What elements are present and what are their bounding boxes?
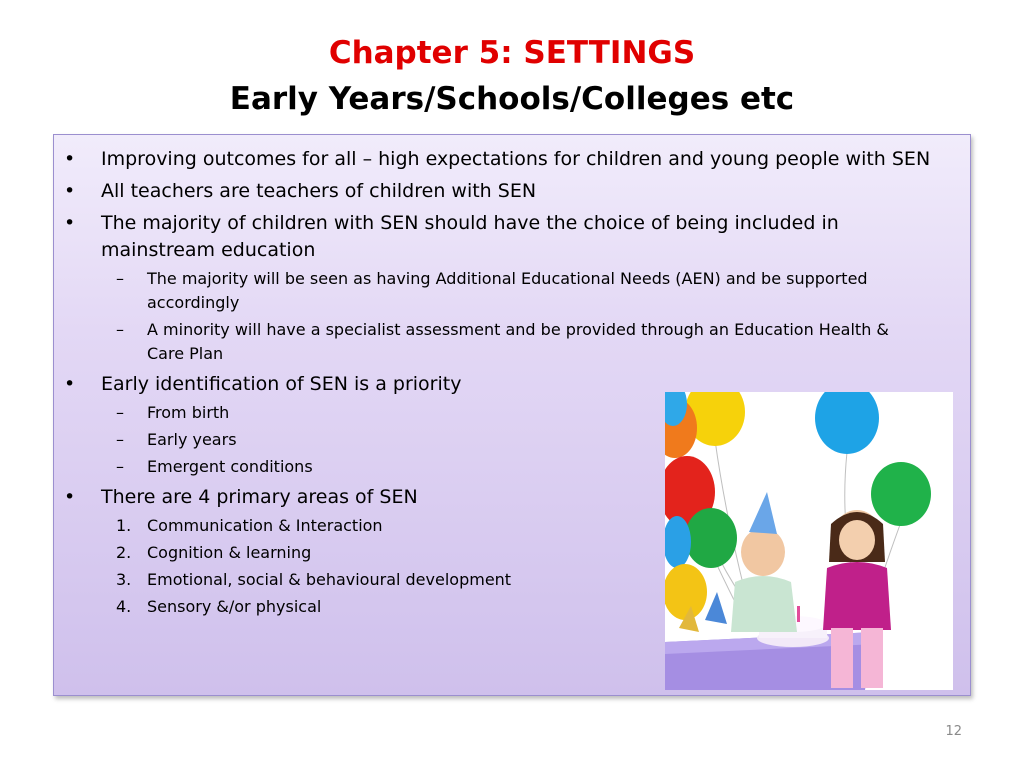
sub-bullet-marker: – (116, 430, 124, 449)
sub-bullet-item (54, 267, 910, 315)
numbered-text: Cognition & learning (147, 543, 312, 562)
sub-bullet-text: A minority will have a specialist assessment and be provided through an Education Health & Care Plan (147, 320, 889, 363)
numbered-text: Emotional, social & behavioural development (147, 570, 512, 589)
bullet-text: Improving outcomes for all – high expectations for children and young people with SEN (101, 148, 931, 170)
bullet-text: There are 4 primary areas of SEN (101, 486, 418, 508)
sub-bullet-item (54, 318, 910, 366)
bullet-item (54, 210, 940, 264)
bullet-marker: • (64, 148, 76, 170)
sub-bullet-text: Emergent conditions (147, 457, 313, 476)
bullet-text: The majority of children with SEN should have the choice of being included in mainstream education (101, 212, 839, 261)
number-marker: 2. (116, 543, 132, 562)
title-subtitle: Early Years/Schools/Colleges etc (229, 81, 795, 117)
bullet-text: All teachers are teachers of children with SEN (101, 180, 537, 202)
bullet-marker: • (64, 180, 76, 202)
sub-bullet-marker: – (116, 269, 124, 288)
bullet-item (54, 178, 940, 205)
bullet-marker: • (64, 212, 76, 234)
sub-bullet-marker: – (116, 457, 124, 476)
sub-bullet-text: From birth (147, 403, 230, 422)
page-number: 12 (945, 724, 962, 739)
sub-bullet-text: Early years (147, 430, 237, 449)
number-marker: 3. (116, 570, 132, 589)
sub-bullet-text: The majority will be seen as having Additional Educational Needs (AEN) and be supported accordingly (147, 269, 868, 312)
bullet-marker: • (64, 486, 76, 508)
title-chapter: Chapter 5: SETTINGS (328, 35, 696, 71)
bullet-text: Early identification of SEN is a priority (101, 373, 462, 395)
number-marker: 4. (116, 597, 132, 616)
slide-title (0, 30, 1024, 122)
bullet-marker: • (64, 373, 76, 395)
sub-bullet-marker: – (116, 403, 124, 422)
numbered-text: Communication & Interaction (147, 516, 383, 535)
bullet-item (54, 146, 940, 173)
sub-bullet-marker: – (116, 320, 124, 339)
numbered-text: Sensory &/or physical (147, 597, 322, 616)
number-marker: 1. (116, 516, 132, 535)
birthday-party-photo (665, 392, 953, 690)
